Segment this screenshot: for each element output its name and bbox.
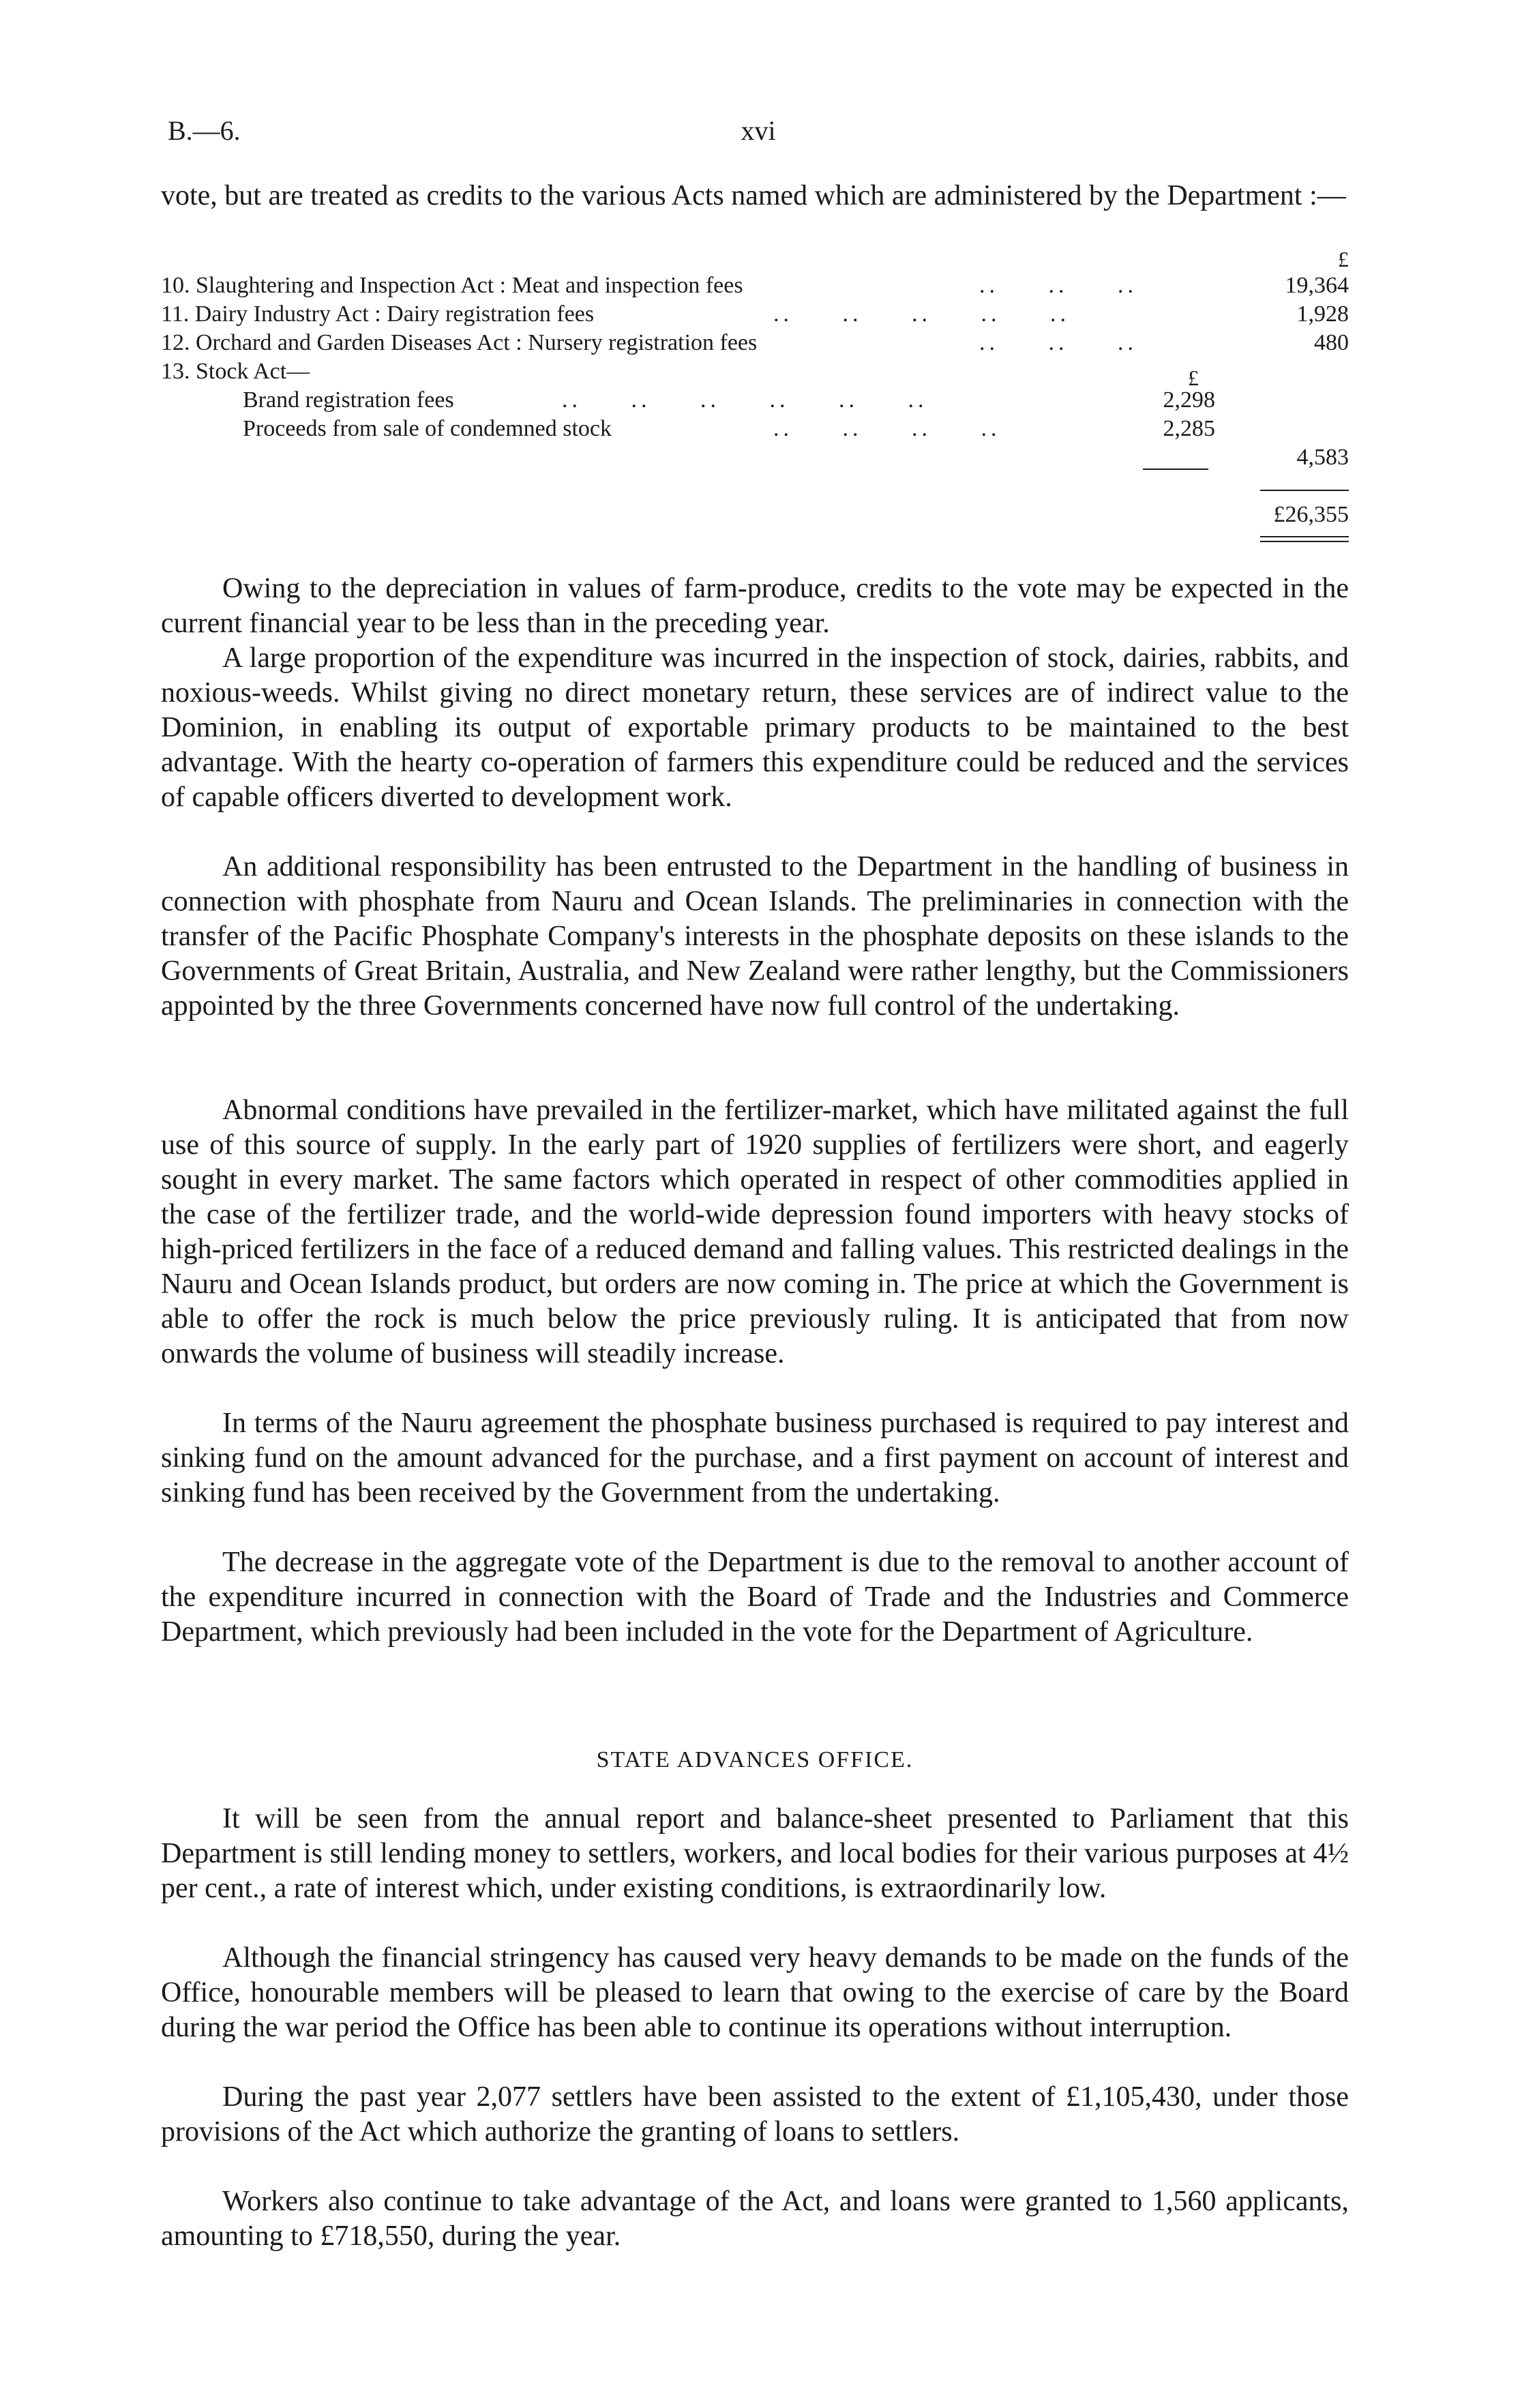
row-value: 2,298 [1163, 387, 1215, 413]
page-number: xvi [741, 115, 776, 146]
page-header [168, 115, 1349, 153]
body-paragraph: During the past year 2,077 settlers have been assisted to the extent of £1,105,430, under those provisions of the Act which authorize the granting of loans to settlers. [161, 2081, 1349, 2147]
body-paragraph: Workers also continue to take advantage of the Act, and loans were granted to 1,560 applicants, amounting to £718,550, during the year. [161, 2186, 1349, 2252]
subtotal-row [161, 445, 1349, 472]
row-total: 480 [1314, 330, 1349, 355]
stock-act-subtotal: 4,583 [1296, 445, 1349, 470]
leader-dots: .. .. .. [979, 273, 1137, 298]
table-row [161, 416, 1349, 443]
total-rule [1260, 490, 1349, 491]
value-column-currency: £ [1188, 366, 1199, 390]
table-row [161, 330, 1349, 357]
leader-dots: .. .. .. .. .. [773, 301, 1070, 327]
table-row [161, 387, 1349, 415]
body-paragraph: Although the financial stringency has caused very heavy demands to be made on the funds of the Office, honourable members will be pleased to learn that owing to the exercise of care by the Board during the war period the Office has been able to continue its operations without interruption. [161, 1942, 1349, 2043]
table-row [161, 359, 1349, 386]
body-paragraph: It will be seen from the annual report and balance-sheet presented to Parliament that this Department is still lending money to settlers, workers, and local bodies for their various purposes at 4½ per cent., a rate of interest which, under existing conditions, is extraordinarily low. [161, 1803, 1349, 1904]
intro-paragraph: vote, but are treated as credits to the various Acts named which are administered by the Department :— [161, 180, 1346, 211]
double-rule-top [1260, 536, 1349, 537]
body-paragraph: An additional responsibility has been entrusted to the Department in the handling of business in connection with phosphate from Nauru and Ocean Islands. The preliminaries in connection with the transfer of the Pacific Phosphate Company's interests in the phosphate deposits on these islands to the Governments of Great Britain, Australia, and New Zealand were rather lengthy, but the Commissioners appointed by the three Governments concerned have now full control of the undertaking. [161, 851, 1349, 1022]
row-value: 2,285 [1163, 416, 1215, 441]
body-paragraph: A large proportion of the expenditure was incurred in the inspection of stock, dairies, rabbits, and noxious-weeds. Whilst giving no direct monetary return, these services are of indirect value to the Dominion, in enabling its output of exportable primary products to be maintained to the best advantage. With the hearty co-operation of farmers this expenditure could be reduced and the services of capable officers diverted to development work. [161, 642, 1349, 813]
row-total: 1,928 [1296, 301, 1349, 327]
body-paragraph: The decrease in the aggregate vote of the Department is due to the removal to another account of the expenditure incurred in connection with the Board of Trade and the Industries and Commerce Department, which previously had been included in the vote for the Department of Agriculture. [161, 1547, 1349, 1648]
total-row [161, 502, 1349, 529]
body-paragraph: Abnormal conditions have prevailed in the fertilizer-market, which have militated against the full use of this source of supply. In the early part of 1920 supplies of fertilizers were short, and eagerly sought in every market. The same factors which operated in respect of other commodities applied in the case of the fertilizer trade, and the world-wide depression found importers with heavy stocks of high-priced fertilizers in the face of a reduced demand and falling values. This restricted dealings in the Nauru and Ocean Islands product, but orders are now coming in. The price at which the Government is able to offer the rock is much below the price previously ruling. It is anticipated that from now onwards the volume of business will steadily increase. [161, 1095, 1349, 1369]
leader-dots: .. .. .. [979, 330, 1137, 355]
row-total: 19,364 [1285, 273, 1349, 298]
leader-dots: .. .. .. .. .. .. [562, 387, 928, 413]
grand-total: £26,355 [1273, 502, 1349, 527]
row-label: 11. Dairy Industry Act : Dairy registration fees [161, 301, 595, 327]
document-reference: B.—6. [168, 115, 241, 146]
table-row [161, 301, 1349, 329]
row-label: 10. Slaughtering and Inspection Act : Meat and inspection fees [161, 273, 743, 298]
total-column-currency: £ [1338, 247, 1349, 271]
row-label: Proceeds from sale of condemned stock [243, 416, 612, 441]
leader-dots: .. .. .. .. [773, 416, 1001, 441]
row-label: 12. Orchard and Garden Diseases Act : Nursery registration fees [161, 330, 758, 355]
double-rule-bottom [1260, 541, 1349, 542]
row-label: 13. Stock Act— [161, 359, 310, 384]
section-heading: STATE ADVANCES OFFICE. [596, 1747, 914, 1772]
body-paragraph: Owing to the depreciation in values of farm-produce, credits to the vote may be expected in the current financial year to be less than in the preceding year. [161, 573, 1349, 639]
table-row [161, 273, 1349, 300]
body-paragraph: In terms of the Nauru agreement the phosphate business purchased is required to pay interest and sinking fund on the amount advanced for the purchase, and a first payment on account of interest and sinking fund has been received by the Government from the undertaking. [161, 1408, 1349, 1508]
row-label: Brand registration fees [243, 387, 454, 413]
